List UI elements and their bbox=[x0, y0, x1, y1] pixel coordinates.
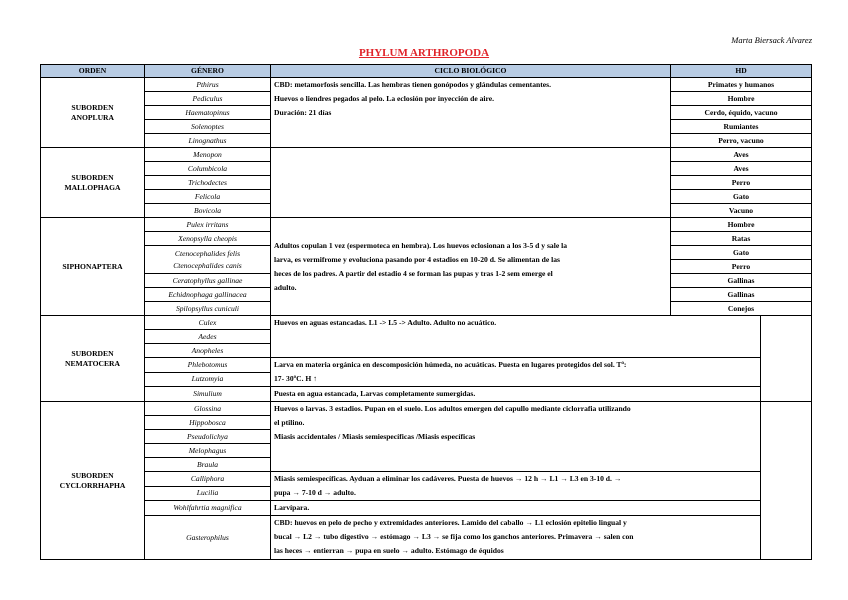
ciclo-line: Larvípara. bbox=[274, 503, 310, 512]
table-row bbox=[41, 358, 812, 373]
table-row bbox=[41, 148, 812, 162]
orden-siphonaptera bbox=[41, 218, 145, 316]
genero-cell bbox=[145, 246, 271, 274]
ciclo-line: CBD: huevos en pelo de pecho y extremidades anteriores. Lamido del caballo → L1 eclosión epitelio lingual y bbox=[274, 518, 627, 527]
hd-cell: Hombre bbox=[671, 92, 812, 106]
genero-cell: Wohlfahrtia magnifica bbox=[145, 501, 271, 516]
orden-line: SUBORDEN bbox=[71, 470, 114, 480]
ciclo-calliphoridae bbox=[271, 472, 761, 501]
genero-cell: Anopheles bbox=[145, 344, 271, 358]
genero-cell: Lutzomyia bbox=[145, 372, 271, 387]
arthropoda-table bbox=[40, 64, 812, 560]
ciclo-line: CBD: metamorfosis sencilla. Las hembras tienen gonópodos y glándulas cementantes. bbox=[274, 80, 551, 89]
ciclo-pupipara bbox=[271, 402, 761, 472]
orden-line: MALLOPHAGA bbox=[64, 182, 121, 192]
orden-mallophaga bbox=[41, 148, 145, 218]
orden-cyclorrhapha bbox=[41, 402, 145, 560]
empty-cell bbox=[761, 316, 812, 402]
orden-line: SUBORDEN bbox=[71, 172, 114, 182]
table-row bbox=[41, 402, 812, 416]
genero-cell: Echidnophaga gallinacea bbox=[145, 288, 271, 302]
ciclo-line: larva, es vermifrome y evoluciona pasando por 4 estadios en 10-20 d. Se alimentan de las bbox=[274, 254, 560, 264]
table-row bbox=[41, 516, 812, 560]
genero-cell: Culex bbox=[145, 316, 271, 330]
genero-cell: Pediculus bbox=[145, 92, 271, 106]
ciclo-wohlfahrtia bbox=[271, 501, 761, 516]
genero-cell: Glossina bbox=[145, 402, 271, 416]
ciclo-line: Miasis semiespecíficas. Ayduan a eliminar los cadáveres. Puesta de huevos → 12 h → L1 → L3 en 3-10 d. → bbox=[274, 474, 622, 483]
genero-cell: Pseudolichya bbox=[145, 430, 271, 444]
orden-line: CYCLORRHAPHA bbox=[59, 480, 126, 490]
table-row bbox=[41, 316, 812, 330]
table-row bbox=[41, 501, 812, 516]
empty-cell bbox=[761, 402, 812, 560]
genero-cell: Lucilia bbox=[145, 486, 271, 501]
ciclo-line: las heces → entierran → pupa en suelo → adulto. Estómago de équidos bbox=[274, 546, 504, 555]
hd-cell: Gallinas bbox=[671, 288, 812, 302]
hd-cell: Rumiantes bbox=[671, 120, 812, 134]
header-ciclo: CICLO BIOLÓGICO bbox=[271, 65, 671, 78]
genero-cell: Braula bbox=[145, 458, 271, 472]
ciclo-line: heces de los padres. A partir del estadio 4 se forman las pupas y tras 1-2 sem emerge el bbox=[274, 268, 553, 278]
genero-cell: Solenoptes bbox=[145, 120, 271, 134]
ciclo-line: adulto. bbox=[274, 282, 297, 292]
hd-cell: Aves bbox=[671, 162, 812, 176]
genero-cell: Columbicola bbox=[145, 162, 271, 176]
hd-cell: Aves bbox=[671, 148, 812, 162]
genero-cell: Felicola bbox=[145, 190, 271, 204]
genero-cell: Pulex irritans bbox=[145, 218, 271, 232]
header-orden: ORDEN bbox=[41, 65, 145, 78]
ciclo-phlebotominae bbox=[271, 358, 761, 387]
genero-cell: Aedes bbox=[145, 330, 271, 344]
hd-cell: Hombre bbox=[671, 218, 812, 232]
genero-cell: Calliphora bbox=[145, 472, 271, 487]
hd-cell: Cerdo, équido, vacuno bbox=[671, 106, 812, 120]
header-hd: HD bbox=[671, 65, 812, 78]
hd-cell: Conejos bbox=[671, 302, 812, 316]
orden-line: ANOPLURA bbox=[70, 112, 115, 122]
ciclo-line: Larva en materia orgánica en descomposición húmeda, no acuáticas. Puesta en lugares protegidos del sol. Tª: bbox=[274, 360, 627, 369]
hd-cell: Perro bbox=[671, 260, 812, 274]
header-genero: GÉNERO bbox=[145, 65, 271, 78]
ciclo-siphonaptera bbox=[271, 218, 671, 316]
ciclo-line: Puesta en agua estancada, Larvas completamente sumergidas. bbox=[274, 389, 476, 398]
genero-cell: Hippobosca bbox=[145, 416, 271, 430]
genero-cell: Phlebotomus bbox=[145, 358, 271, 373]
ciclo-simulium bbox=[271, 387, 761, 402]
ciclo-line: Huevos o liendres pegados al pelo. La eclosión por inyección de aire. bbox=[274, 94, 495, 103]
table-header-row bbox=[41, 65, 812, 78]
hd-cell: Gato bbox=[671, 246, 812, 260]
genero-line: Ctenocephalides felis bbox=[174, 248, 241, 258]
ciclo-mallophaga bbox=[271, 148, 671, 218]
ciclo-line: Huevos en aguas estancadas. L1 -> L5 -> Adulto. Adulto no acuático. bbox=[274, 318, 497, 327]
genero-cell: Menopon bbox=[145, 148, 271, 162]
genero-cell: Xenopsylla cheopis bbox=[145, 232, 271, 246]
orden-line: NEMATOCERA bbox=[65, 358, 120, 368]
genero-line: Ctenocephalides canis bbox=[173, 260, 242, 270]
genero-cell: Simulium bbox=[145, 387, 271, 402]
table-row bbox=[41, 472, 812, 487]
ciclo-line: Huevos o larvas. 3 estadios. Pupan en el suelo. Los adultos emergen del capullo mediante ciclorrafia utilizando bbox=[274, 404, 631, 413]
table-row bbox=[41, 218, 812, 232]
ciclo-line: bucal → L2 → tubo digestivo → estómago → L3 → se fija como los ganchos anteriores. Primavera → salen con bbox=[274, 532, 634, 541]
hd-cell: Ratas bbox=[671, 232, 812, 246]
ciclo-line: Adultos copulan 1 vez (espermoteca en hembra). Los huevos eclosionan a los 3-5 d y sale la bbox=[274, 240, 567, 250]
genero-cell: Pthirus bbox=[145, 78, 271, 92]
ciclo-line: 17- 30ºC. H ↑ bbox=[274, 374, 318, 383]
table-row bbox=[41, 78, 812, 92]
hd-cell: Gallinas bbox=[671, 274, 812, 288]
orden-nematocera bbox=[41, 316, 145, 402]
page-title: PHYLUM ARTHROPODA bbox=[358, 47, 490, 59]
orden-anoplura bbox=[41, 78, 145, 148]
ciclo-line: Miasis accidentales / Miasis semiespecíficas /Miasis específicas bbox=[274, 432, 476, 441]
ciclo-gasterophilus bbox=[271, 516, 761, 560]
hd-cell: Perro, vacuno bbox=[671, 134, 812, 148]
ciclo-line: el ptilino. bbox=[274, 418, 305, 427]
orden-line: SUBORDEN bbox=[71, 348, 114, 358]
genero-cell: Bovicola bbox=[145, 204, 271, 218]
ciclo-anoplura bbox=[271, 78, 671, 148]
hd-cell: Perro bbox=[671, 176, 812, 190]
genero-cell: Linognathus bbox=[145, 134, 271, 148]
genero-cell: Gasterophilus bbox=[145, 516, 271, 560]
ciclo-line: Duración: 21 días bbox=[274, 108, 332, 117]
hd-cell: Primates y humanos bbox=[671, 78, 812, 92]
orden-line: SUBORDEN bbox=[71, 102, 114, 112]
genero-cell: Haematopinus bbox=[145, 106, 271, 120]
genero-cell: Trichodectes bbox=[145, 176, 271, 190]
hd-cell: Vacuno bbox=[671, 204, 812, 218]
orden-line: SIPHONAPTERA bbox=[62, 261, 123, 271]
genero-cell: Melophagus bbox=[145, 444, 271, 458]
author-name: Marta Biersack Alvarez bbox=[731, 35, 812, 45]
hd-cell: Gato bbox=[671, 190, 812, 204]
genero-cell: Ceratophyllus gallinae bbox=[145, 274, 271, 288]
genero-cell: Spilopsyllus cuniculi bbox=[145, 302, 271, 316]
table-row bbox=[41, 387, 812, 402]
ciclo-line: pupa → 7-10 d → adulto. bbox=[274, 488, 356, 497]
ciclo-culicidae bbox=[271, 316, 761, 358]
